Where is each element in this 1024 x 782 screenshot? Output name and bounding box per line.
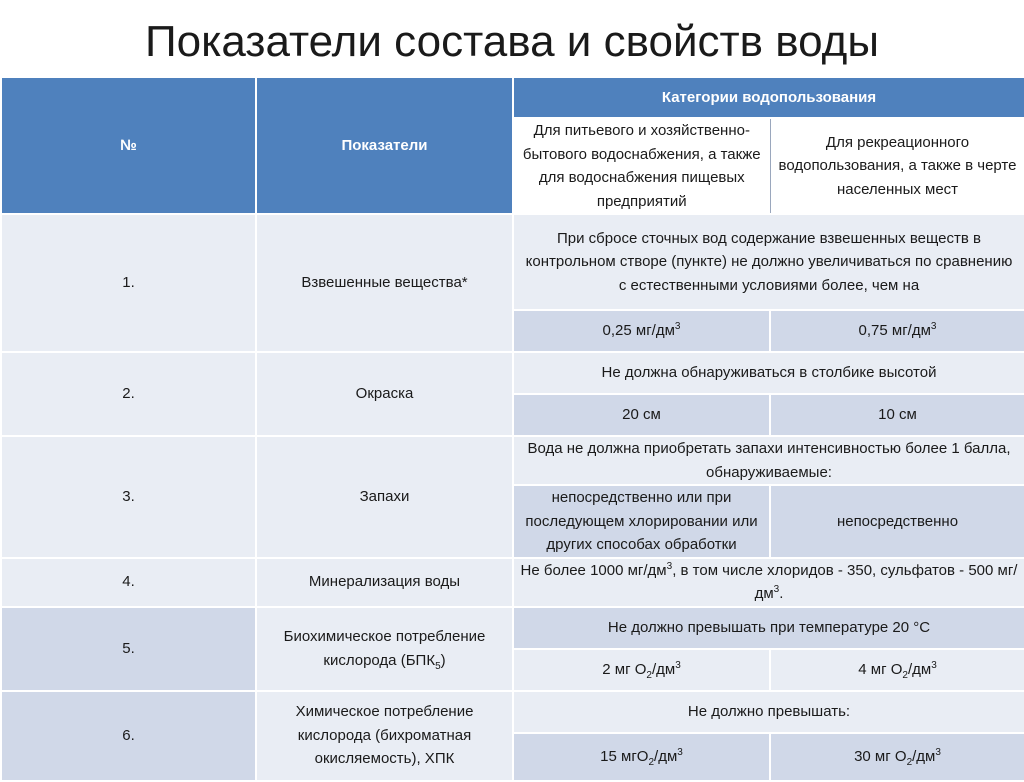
row-requirement: Не должна обнаруживаться в столбике высотой — [513, 352, 1024, 394]
row-indicator: Взвешенные вещества* — [256, 214, 513, 352]
table-row — [1, 214, 1024, 310]
table-row — [1, 607, 1024, 649]
row-indicator: Запахи — [256, 436, 513, 558]
table-row — [1, 558, 1024, 607]
value-drinking: 0,25 $мг/дм^3$ — [513, 310, 770, 352]
header-categories: Категории водопользования — [513, 77, 1024, 118]
row-indicator: Минерализация воды — [256, 558, 513, 607]
header-drinking: Для питьевого и хозяйственно-бытового водоснабжения, а также для водоснабжения пищевых предприятий — [513, 118, 770, 214]
header-recreation: Для рекреационного водопользования, а также в черте населенных мест — [770, 118, 1024, 214]
water-quality-table — [0, 76, 1024, 782]
value-drinking: непосредственно или при последующем хлорировании или других способах обработки — [513, 485, 770, 558]
row-requirement: Не должно превышать: — [513, 691, 1024, 733]
table-row — [1, 436, 1024, 485]
value-drinking: 2 мг $О_2/дм^3$ — [513, 649, 770, 691]
value-drinking: 20 см — [513, 394, 770, 436]
value-recreation: 4 мг $О_2/дм^3$ — [770, 649, 1024, 691]
row-number: 2. — [1, 352, 256, 436]
value-recreation: 10 см — [770, 394, 1024, 436]
page-title: Показатели состава и свойств воды — [145, 17, 879, 66]
table-row — [1, 352, 1024, 394]
row-indicator: Химическое потребление кислорода (бихроматная окисляемость), ХПК — [256, 691, 513, 781]
row-requirement: При сбросе сточных вод содержание взвешенных веществ в контрольном створе (пункте) не должно увеличиваться по сравнению с естественными условиями более, чем на — [513, 214, 1024, 310]
row-number: 4. — [1, 558, 256, 607]
row-requirement: Не более 1000 $мг/дм^3$, в том числе хлоридов - 350, сульфатов - 500 $мг/дм^3$. — [513, 558, 1024, 607]
value-recreation: 0,75 $мг/дм^3$ — [770, 310, 1024, 352]
row-indicator: Окраска — [256, 352, 513, 436]
row-number: 6. — [1, 691, 256, 781]
header-indicators: Показатели — [256, 77, 513, 214]
table-row — [1, 691, 1024, 733]
header-num: № — [1, 77, 256, 214]
value-recreation: непосредственно — [770, 485, 1024, 558]
row-number: 1. — [1, 214, 256, 352]
value-recreation: 30 мг $О_2/дм^3$ — [770, 733, 1024, 781]
row-number: 5. — [1, 607, 256, 691]
row-requirement: Не должно превышать при температуре 20 °С — [513, 607, 1024, 649]
row-requirement: Вода не должна приобретать запахи интенсивностью более 1 балла, обнаруживаемые: — [513, 436, 1024, 485]
row-number: 3. — [1, 436, 256, 558]
row-indicator: Биохимическое потребление кислорода $(БПК_5)$ — [256, 607, 513, 691]
value-drinking: 15 $мгО_2/дм^3$ — [513, 733, 770, 781]
